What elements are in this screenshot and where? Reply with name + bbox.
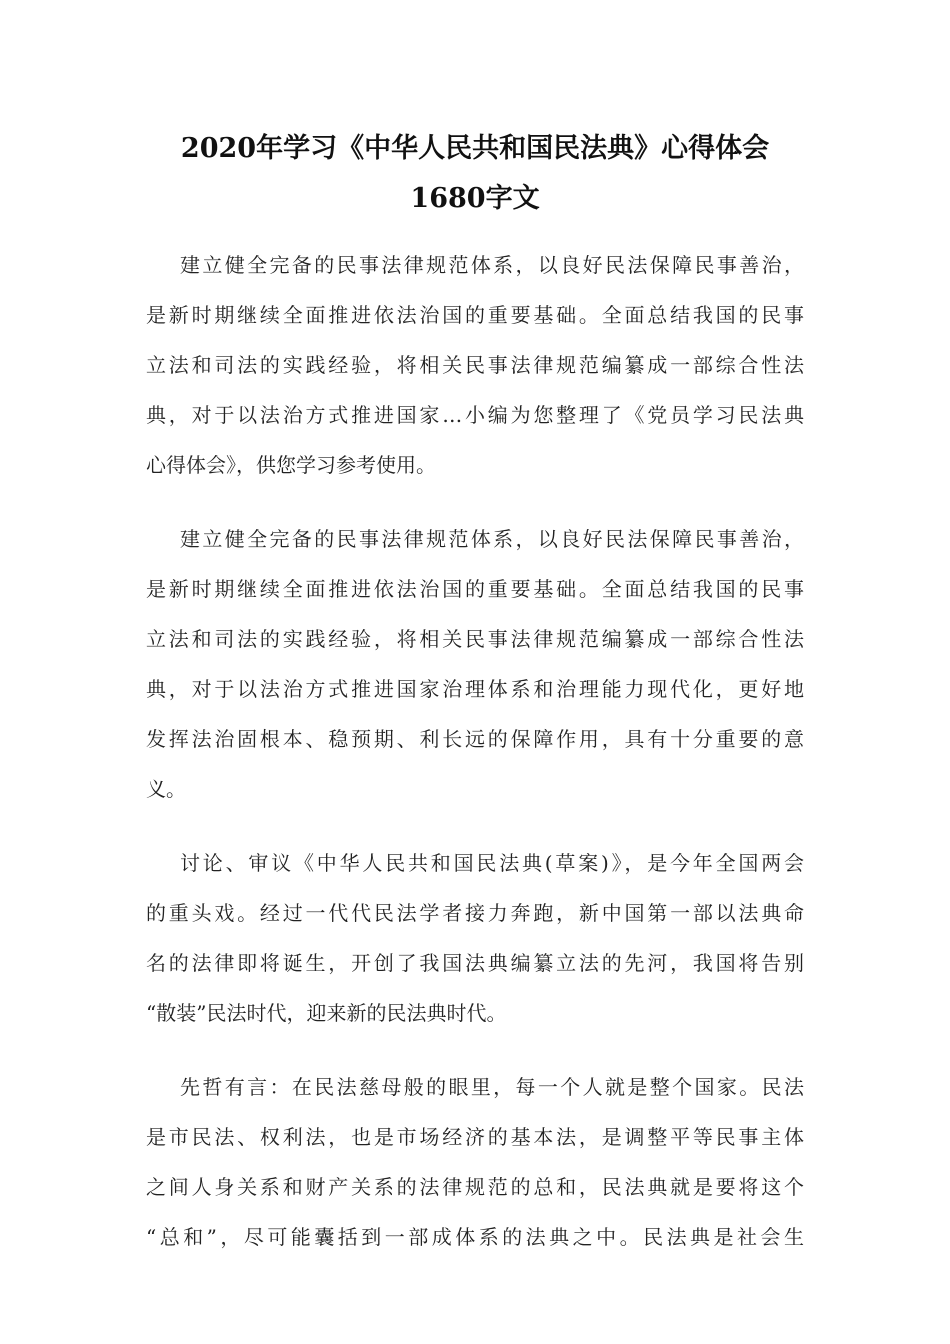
paragraph-2 <box>146 514 804 814</box>
paragraph-line: 讨论、审议《中华人民共和国民法典(草案)》，是今年全国两会 <box>180 851 804 875</box>
paragraph-line: “散装”民法时代，迎来新的民法典时代。 <box>146 1001 507 1025</box>
paragraph-line: 立法和司法的实践经验，将相关民事法律规范编纂成一部综合性法 <box>146 353 804 377</box>
document-title <box>146 124 804 224</box>
document-body <box>146 240 804 1286</box>
paragraph-4 <box>146 1062 804 1262</box>
paragraph-line: 建立健全完备的民事法律规范体系，以良好民法保障民事善治， <box>180 253 804 277</box>
paragraph-line: 立法和司法的实践经验，将相关民事法律规范编纂成一部综合性法 <box>146 627 804 651</box>
paragraph-line: 是新时期继续全面推进依法治国的重要基础。全面总结我国的民事 <box>146 303 804 327</box>
paragraph-1 <box>146 240 804 490</box>
paragraph-3 <box>146 838 804 1038</box>
paragraph-line: 心得体会》，供您学习参考使用。 <box>146 453 436 477</box>
paragraph-line: 典，对于以法治方式推进国家…小编为您整理了《党员学习民法典 <box>146 403 804 427</box>
paragraph-line: 之间人身关系和财产关系的法律规范的总和，民法典就是要将这个 <box>146 1175 804 1199</box>
title-line-2: 1680字文 <box>410 183 540 214</box>
paragraph-line: “总和”，尽可能囊括到一部成体系的法典之中。民法典是社会生 <box>146 1225 804 1249</box>
paragraph-line: 发挥法治固根本、稳预期、利长远的保障作用，具有十分重要的意 <box>146 727 804 751</box>
paragraph-line: 义。 <box>146 777 186 801</box>
paragraph-line: 名的法律即将诞生，开创了我国法典编纂立法的先河，我国将告别 <box>146 951 804 975</box>
paragraph-line: 典，对于以法治方式推进国家治理体系和治理能力现代化，更好地 <box>146 677 804 701</box>
paragraph-line: 是新时期继续全面推进依法治国的重要基础。全面总结我国的民事 <box>146 577 804 601</box>
title-line-1: 2020年学习《中华人民共和国民法典》心得体会 <box>180 133 770 164</box>
paragraph-line: 的重头戏。经过一代代民法学者接力奔跑，新中国第一部以法典命 <box>146 901 804 925</box>
paragraph-line: 是市民法、权利法，也是市场经济的基本法，是调整平等民事主体 <box>146 1125 804 1149</box>
paragraph-line: 建立健全完备的民事法律规范体系，以良好民法保障民事善治， <box>180 527 804 551</box>
paragraph-line: 先哲有言：在民法慈母般的眼里，每一个人就是整个国家。民法 <box>180 1075 804 1099</box>
